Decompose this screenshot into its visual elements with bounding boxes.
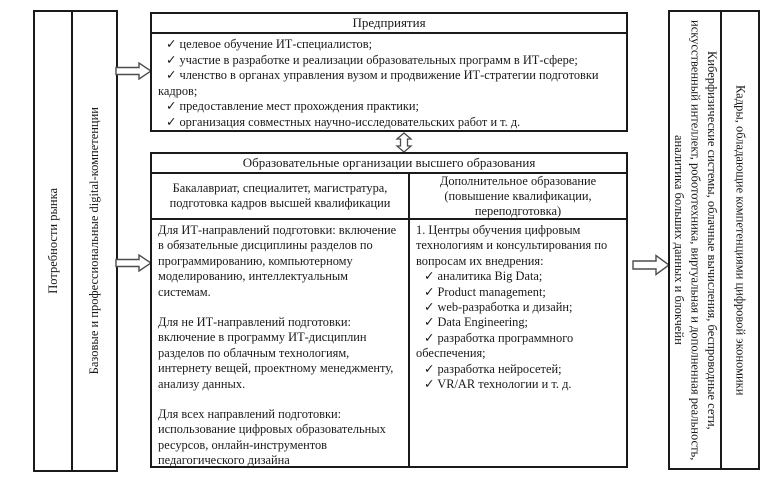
checklist-item: ✓ Data Engineering; [424, 315, 528, 330]
right-bars-group [668, 10, 760, 470]
right-bar-technologies [670, 12, 722, 468]
check-icon: ✓ [424, 284, 438, 299]
education-paragraph: Для ИТ-направлений подготовки: включение в обязательные дисциплины разделов по программированию, компьютерному моделированию, интеллектуальным системам. [158, 223, 397, 299]
checklist-item: ✓ аналитика Big Data; [424, 269, 543, 284]
education-title: Образовательные организации высшего образования [152, 154, 626, 174]
education-grid [152, 174, 626, 468]
right-bar-personnel [722, 12, 758, 468]
education-right-checklist [416, 269, 620, 392]
checklist-item: ✓ целевое обучение ИТ-специалистов; [166, 37, 373, 51]
education-right-body [410, 220, 626, 468]
education-right-intro: 1. Центры обучения цифровым технологиям и консультирования по вопросам их внедрения: [416, 223, 608, 268]
checklist-item: ✓ VR/AR технологии и т. д. [424, 377, 572, 392]
right-bar-personnel-label: Кадры, обладающие компетенциями цифровой экономики [733, 84, 748, 396]
flow-arrow-right-icon [632, 254, 670, 276]
checklist-item: ✓ предоставление мест прохождения практики; [166, 99, 419, 114]
checklist-item: ✓ организация совместных научно-исследовательских работ и т. д. [166, 114, 521, 129]
checklist-item: ✓ Product management; [424, 284, 546, 299]
left-bars-group [33, 10, 118, 472]
left-bar-digital-competencies [73, 12, 116, 470]
enterprises-title: Предприятия [152, 14, 626, 34]
check-icon: ✓ [424, 300, 438, 315]
check-icon: ✓ [424, 377, 438, 392]
right-bar-technologies-label: Киберфизические системы, облачные вычисления, беспроводные сети, искусственный интеллект, робототехника, виртуальная и дополненная реальность, аналитика больших данных и блокчейн [671, 19, 719, 461]
education-box [150, 152, 628, 468]
check-icon: ✓ [166, 99, 180, 114]
enterprises-checklist [152, 34, 626, 131]
left-bar-digital-competencies-label: Базовые и профессиональные digital-компетенции [87, 107, 102, 375]
flow-arrow-left-middle-icon [115, 254, 152, 272]
education-paragraph: Для всех направлений подготовки: использование цифровых образовательных ресурсов, онлайн-инструментов педагогического дизайна [158, 407, 386, 468]
check-icon: ✓ [424, 269, 438, 284]
checklist-item: ✓ разработка нейросетей; [424, 361, 562, 376]
check-icon: ✓ [166, 37, 180, 51]
education-paragraph: Для не ИТ-направлений подготовки: включение в программу ИТ-дисциплин разделов по облачным технологиям, интернету вещей, проектному менеджменту, анализу данных. [158, 315, 394, 391]
checklist-item: ✓ разработка программного обеспечения; [416, 330, 574, 361]
left-bar-market-needs-label: Потребности рынка [45, 188, 60, 294]
check-icon: ✓ [424, 361, 438, 376]
check-icon: ✓ [166, 68, 180, 83]
education-left-header: Бакалавриат, специалитет, магистратура, подготовка кадров высшей квалификации [152, 174, 410, 220]
check-icon: ✓ [166, 52, 180, 67]
check-icon: ✓ [166, 114, 180, 129]
check-icon: ✓ [424, 330, 438, 345]
checklist-item: ✓ участие в разработке и реализации образовательных программ в ИТ-сфере; [166, 52, 578, 67]
left-bar-market-needs [35, 12, 73, 470]
double-arrow-icon [395, 132, 413, 153]
education-right-header: Дополнительное образование (повышение квалификации, переподготовка) [410, 174, 626, 220]
checklist-item: ✓ web-разработка и дизайн; [424, 300, 573, 315]
education-left-body [152, 220, 410, 468]
flow-arrow-left-top-icon [115, 62, 152, 80]
check-icon: ✓ [424, 315, 438, 330]
enterprises-box [150, 12, 628, 132]
checklist-item: ✓ членство в органах управления вузом и продвижение ИТ-стратегии подготовки кадров; [158, 68, 599, 98]
